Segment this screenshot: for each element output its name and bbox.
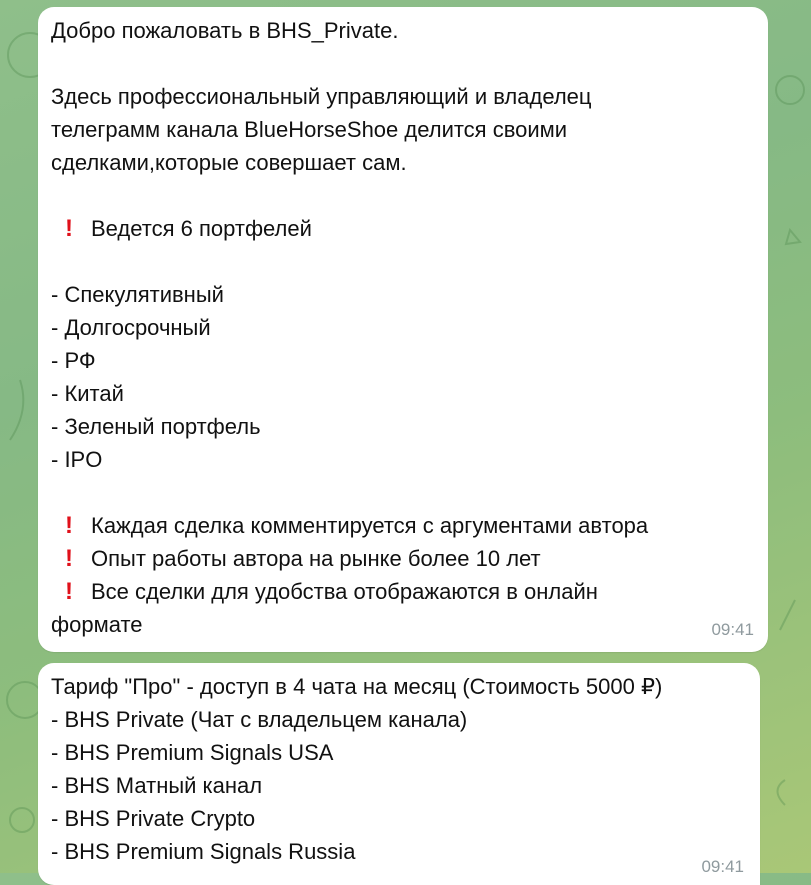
message-description-line: сделками,которые совершает сам. (51, 150, 407, 175)
highlight-item (51, 575, 752, 608)
tariff-chat-item: - BHS Premium Signals Russia (51, 839, 356, 864)
portfolio-item: - Спекулятивный (51, 282, 224, 307)
highlight-wrap-tail: формате (51, 612, 143, 637)
tariff-chat-item: - BHS Private Crypto (51, 806, 256, 831)
portfolio-item: - Китай (51, 381, 124, 406)
message-bubble-welcome[interactable] (38, 7, 768, 652)
exclamation-mark-icon: ! (65, 512, 73, 539)
exclamation-mark-icon: ! (65, 545, 73, 572)
message-timestamp: 09:41 (711, 620, 754, 639)
exclamation-mark-icon: ! (65, 578, 73, 605)
message-description-line: телеграмм канала BlueHorseShoe делится своими (51, 117, 568, 142)
tariff-title: Тариф "Про" - доступ в 4 чата на месяц (Стоимость 5000 ₽) (51, 674, 663, 699)
message-bubble-tariff[interactable] (38, 663, 760, 885)
exclamation-mark-icon: ! (65, 215, 73, 242)
highlight-item (51, 542, 752, 575)
message-intro: Добро пожаловать в BHS_Private. (51, 18, 399, 43)
portfolio-item: - Долгосрочный (51, 315, 211, 340)
highlight-text: Каждая сделка комментируется с аргументами автора (91, 513, 649, 538)
portfolio-item: - Зеленый портфель (51, 414, 261, 439)
highlight-text: Опыт работы автора на рынке более 10 лет (91, 546, 541, 571)
portfolio-item: - РФ (51, 348, 96, 373)
tariff-chat-item: - BHS Матный канал (51, 773, 263, 798)
portfolio-item: - IPO (51, 447, 103, 472)
tariff-chat-item: - BHS Private (Чат с владельцем канала) (51, 707, 468, 732)
portfolio-count-headline (51, 212, 752, 245)
highlight-item (51, 509, 752, 542)
message-timestamp: 09:41 (701, 857, 744, 876)
tariff-chat-item: - BHS Premium Signals USA (51, 740, 334, 765)
highlight-text: Все сделки для удобства отображаются в онлайн (91, 579, 598, 604)
message-description-line: Здесь профессиональный управляющий и владелец (51, 84, 592, 109)
headline-text: Ведется 6 портфелей (91, 216, 312, 241)
